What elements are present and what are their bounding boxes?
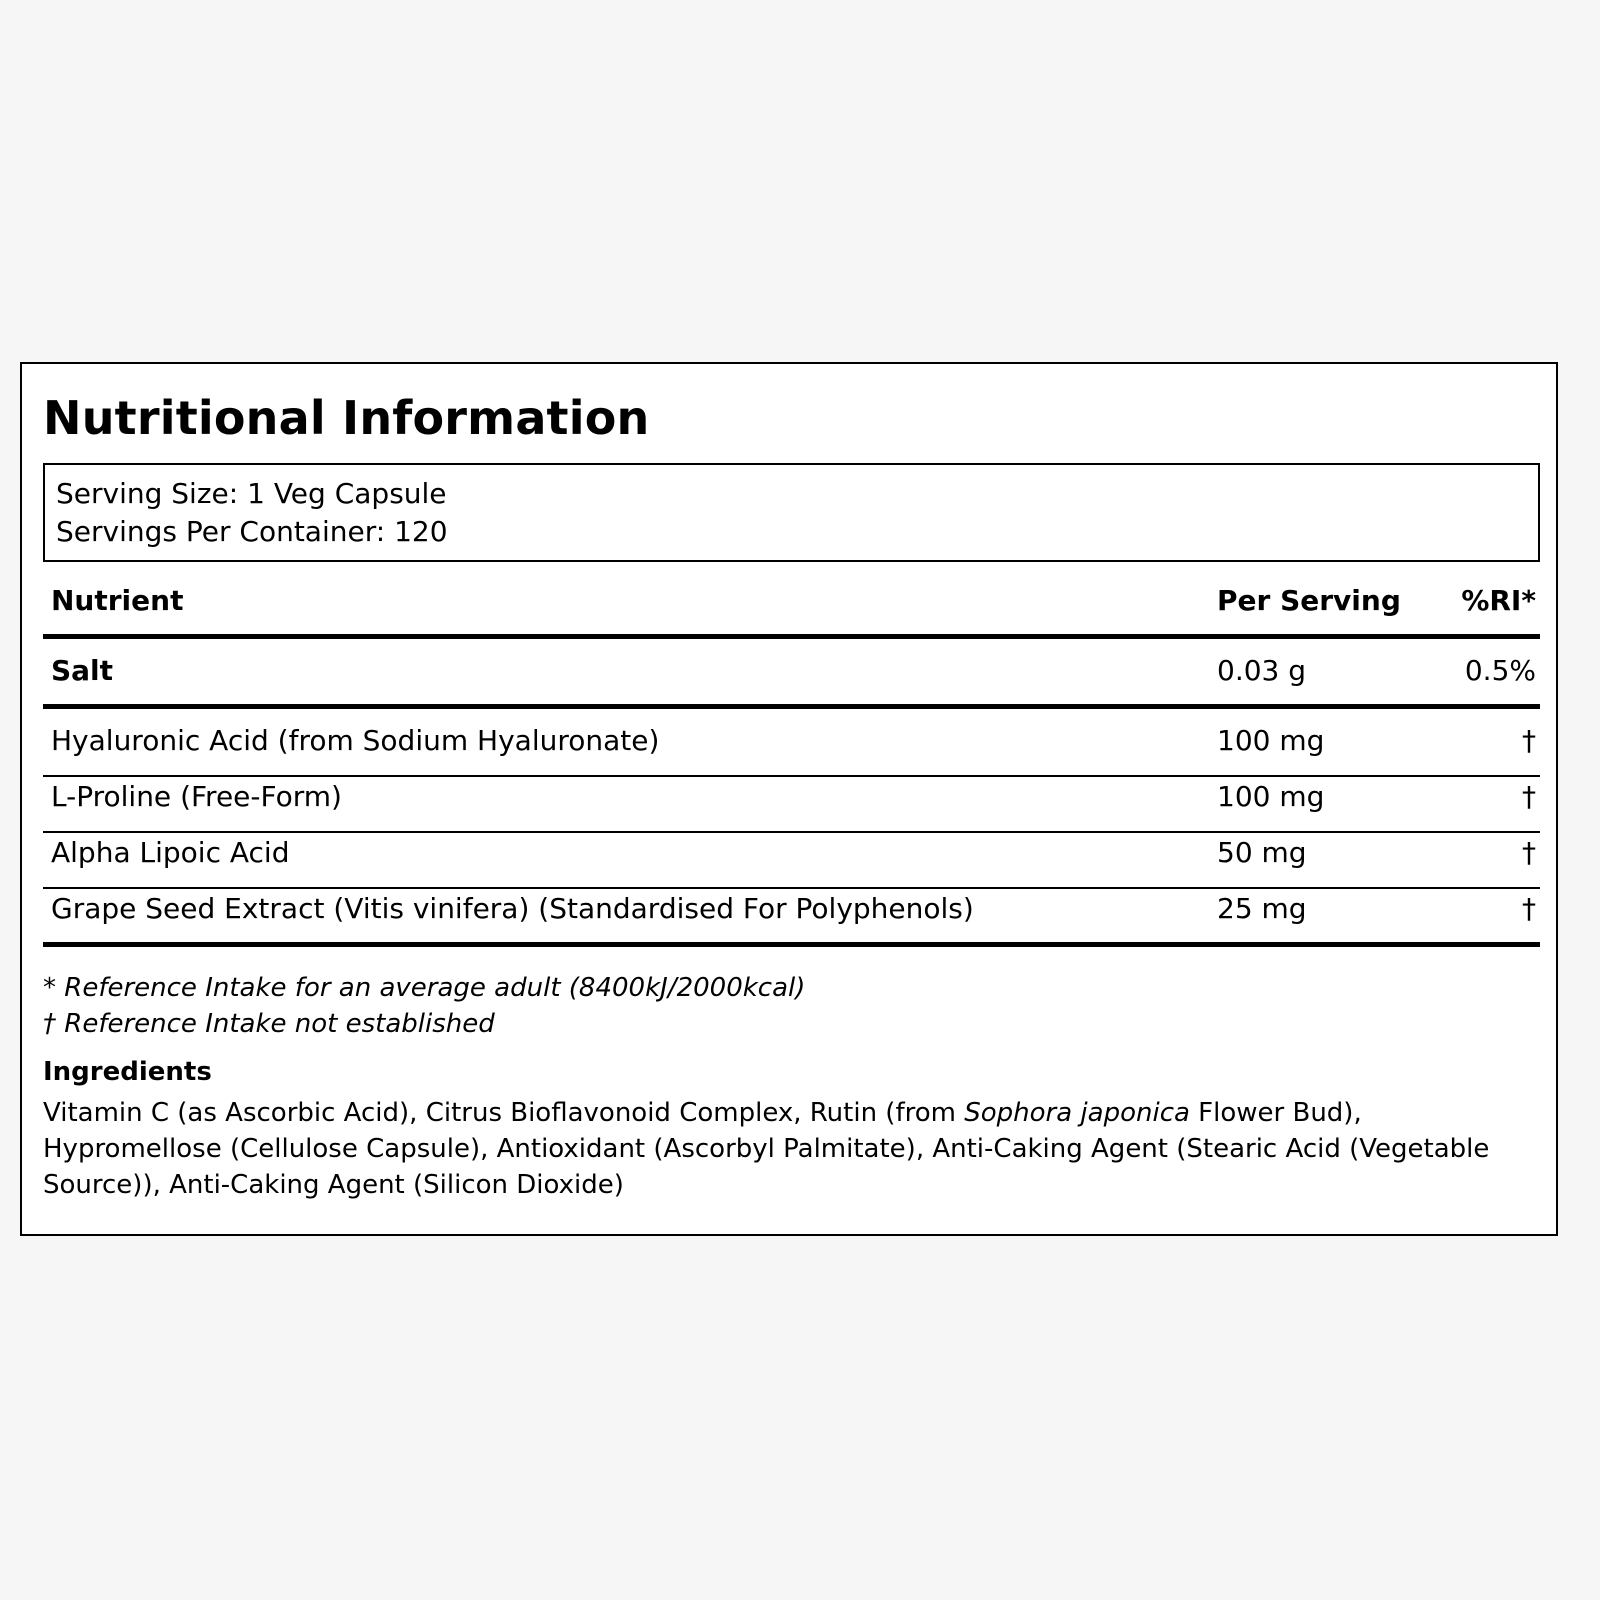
salt-name: Salt (51, 654, 114, 687)
ingredients-heading: Ingredients (43, 1057, 212, 1087)
salt-divider (43, 704, 1540, 709)
label-title: Nutritional Information (43, 391, 650, 445)
serving-size (56, 475, 447, 513)
nutrition-label (20, 362, 1558, 1236)
serving-size-value: 1 Veg Capsule (247, 477, 447, 510)
table-row-name: Alpha Lipoic Acid (51, 836, 290, 869)
row-divider (43, 887, 1540, 889)
servings-per-container (56, 513, 448, 551)
ingredients-list (43, 1095, 1543, 1203)
salt-ri: 0.5% (1464, 654, 1536, 687)
serving-info-box (43, 463, 1540, 562)
header-per-serving: Per Serving (1217, 584, 1401, 617)
table-row-name: Hyaluronic Acid (from Sodium Hyaluronate) (51, 724, 660, 757)
header-divider (43, 634, 1540, 639)
ingredients-text-part-2: Flower Bud), Hypromellose (Cellulose Capsule), Antioxidant (Ascorbyl Palmitate), Anti-Caking Agent (Stearic Acid (Vegetable Source)), Anti-Caking Agent (Silicon Dioxide) (43, 1098, 1490, 1200)
ingredients-text-part-1: Vitamin C (as Ascorbic Acid), Citrus Bioflavonoid Complex, Rutin (from (43, 1098, 965, 1128)
ingredients-species-name: Sophora japonica (964, 1098, 1190, 1128)
footnote-reference-intake: * Reference Intake for an average adult (8400kJ/2000kcal) (43, 973, 806, 1003)
table-row-per-serving: 100 mg (1217, 724, 1325, 757)
servings-per-container-value: 120 (394, 515, 448, 548)
table-row-ri: † (1522, 724, 1536, 757)
table-row-ri: † (1522, 780, 1536, 813)
row-divider (43, 831, 1540, 833)
salt-per-serving: 0.03 g (1217, 654, 1307, 687)
table-row-name: L-Proline (Free-Form) (51, 780, 342, 813)
table-bottom-divider (43, 942, 1540, 947)
header-ri: %RI* (1461, 584, 1536, 617)
header-nutrient: Nutrient (51, 584, 184, 617)
table-row-ri: † (1522, 836, 1536, 869)
table-row-name: Grape Seed Extract (Vitis vinifera) (Standardised For Polyphenols) (51, 892, 974, 925)
table-row-ri: † (1522, 892, 1536, 925)
table-row-per-serving: 25 mg (1217, 892, 1307, 925)
row-divider (43, 775, 1540, 777)
table-row-per-serving: 50 mg (1217, 836, 1307, 869)
table-row-per-serving: 100 mg (1217, 780, 1325, 813)
serving-size-label: Serving Size: (56, 477, 239, 510)
servings-per-container-label: Servings Per Container: (56, 515, 386, 548)
footnote-not-established: † Reference Intake not established (43, 1009, 495, 1039)
